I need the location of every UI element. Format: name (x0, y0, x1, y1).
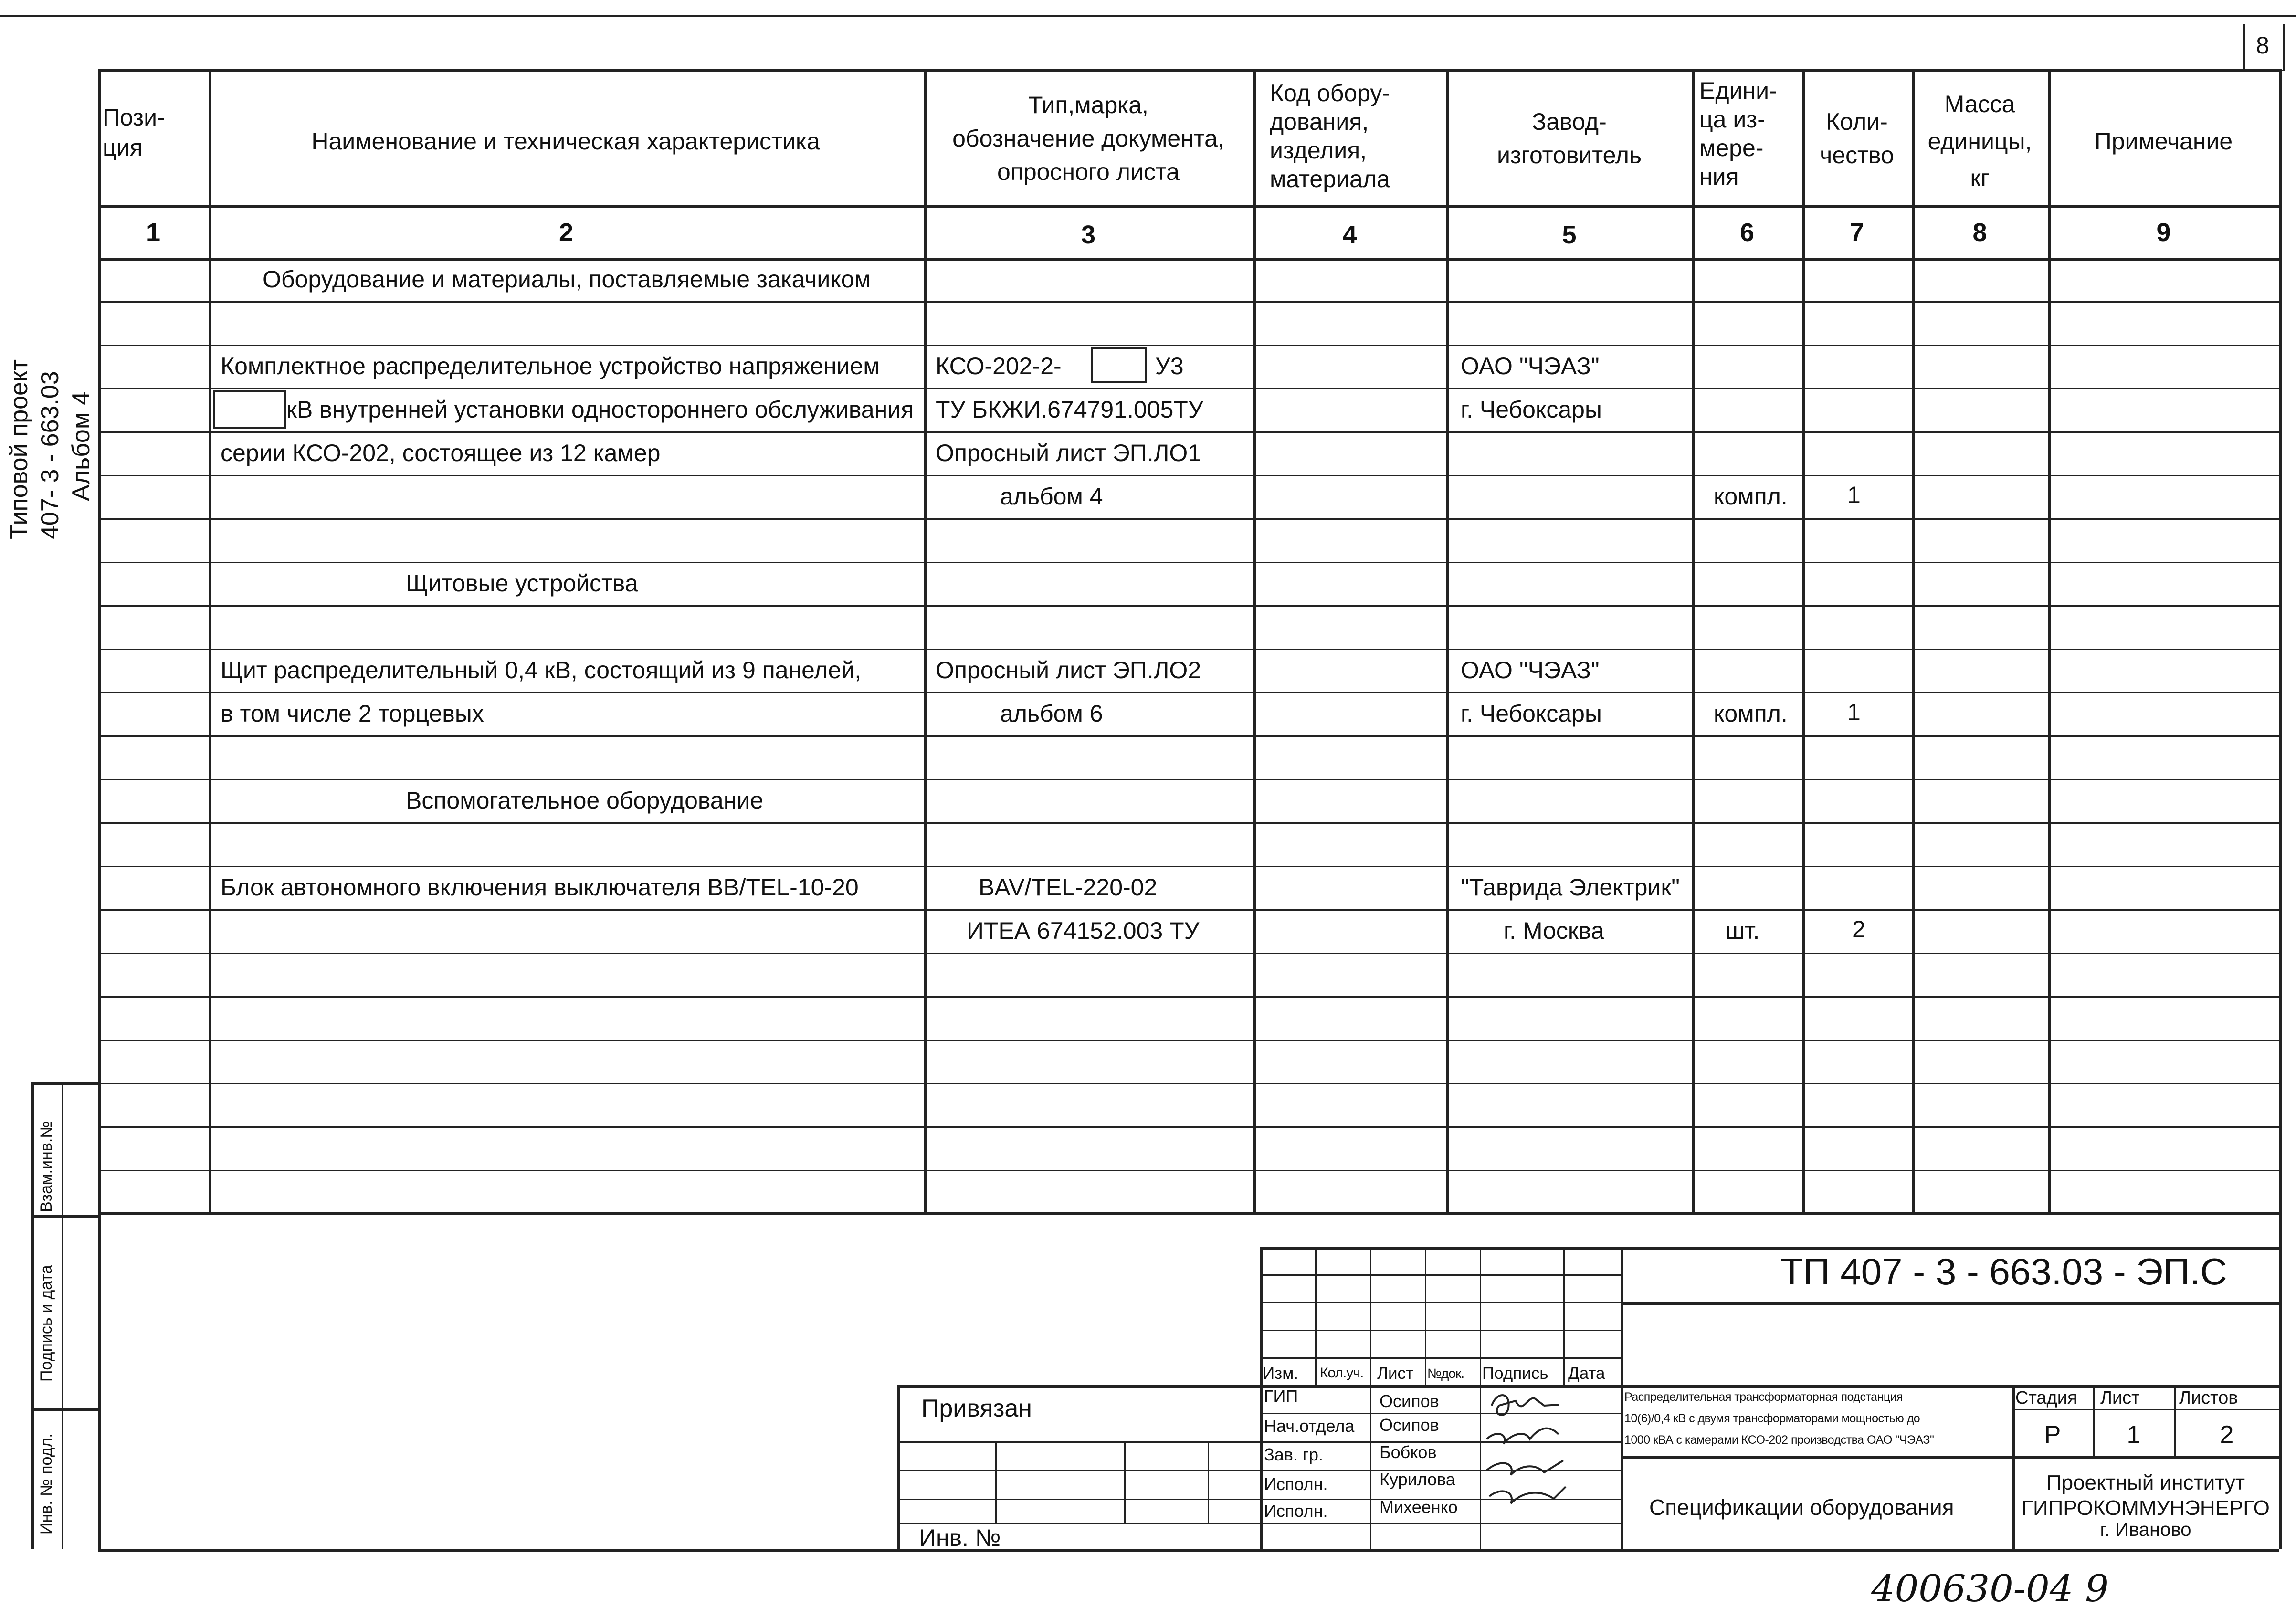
table-row-type: ТУ БКЖИ.674791.005ТУ (936, 396, 1203, 423)
row-line (98, 388, 2279, 389)
tb-col-header: Изм. (1263, 1364, 1298, 1383)
tb-privyazan-left (897, 1385, 900, 1549)
table-row-unit: компл. (1714, 700, 1788, 727)
tb-name-group: Бобков (1380, 1442, 1437, 1462)
table-row-name: кВ внутренней установки одностороннего обслуживания (286, 396, 914, 423)
tb-right-of-sign (1621, 1247, 1623, 1549)
table-row-maker: г. Чебоксары (1461, 700, 1602, 727)
tb-col (1370, 1247, 1371, 1549)
stamp-inv-podl: Инв. № подл. (37, 1433, 55, 1534)
tb-row (1260, 1274, 1621, 1276)
tb-row (1260, 1330, 1621, 1331)
tb-privyazan-row (897, 1470, 1260, 1471)
tb-privyazan-col (995, 1441, 997, 1523)
header-line (98, 205, 2279, 208)
header-maker: Завод- изготовитель (1496, 108, 1642, 168)
tb-privyazan-row (897, 1441, 1260, 1443)
row-line (98, 909, 2279, 911)
tb-privyazan-col (1124, 1441, 1126, 1523)
table-row-type: КСО-202-2- (936, 353, 1062, 379)
table-row-type: BAV/TEL-220-02 (979, 874, 1158, 901)
section-title-panels: Щитовые устройства (406, 570, 638, 597)
row-line (98, 996, 2279, 998)
row-line (98, 431, 2279, 433)
header-note: Примечание (2094, 128, 2233, 155)
table-row-type: ИТЕА 674152.003 ТУ (967, 917, 1200, 944)
row-line (98, 345, 2279, 346)
tb-col-header: Дата (1568, 1364, 1605, 1383)
table-row-type-suffix: У3 (1155, 353, 1184, 379)
header-pos: Пози- ция (103, 104, 165, 161)
table-top-line (98, 69, 2279, 72)
page-number: 8 (2256, 32, 2269, 59)
table-row-type: альбом 6 (1000, 700, 1103, 727)
table-row-maker: ОАО "ЧЭАЗ" (1461, 657, 1600, 683)
side-title-line3: Альбом 4 (67, 391, 95, 501)
tb-privyazan-top (897, 1385, 1260, 1388)
tb-col-header: Подпись (1482, 1364, 1548, 1383)
tb-description-1: Распределительная трансформаторная подстанция (1624, 1390, 1903, 1404)
tb-col (1480, 1247, 1481, 1549)
colnum-line (98, 258, 2279, 261)
tb-stage-value: Р (2044, 1421, 2061, 1449)
tb-name-exec1: Курилова (1380, 1470, 1455, 1489)
table-row-type: альбом 4 (1000, 483, 1103, 510)
tb-code-line (1621, 1302, 2279, 1305)
tb-col-header: Лист (1377, 1364, 1414, 1383)
row-line (98, 735, 2279, 737)
tb-role-exec2: Исполн. (1264, 1501, 1328, 1521)
table-row-type: Опросный лист ЭП.ЛО2 (936, 657, 1201, 683)
tb-stage-row (2012, 1409, 2279, 1410)
tb-row (1260, 1302, 1621, 1303)
tb-col (1315, 1247, 1317, 1385)
blank-voltage-box (1091, 347, 1147, 383)
tb-inv-label: Инв. № (919, 1524, 1001, 1551)
colnum-2: 2 (558, 218, 574, 247)
colnum-1: 1 (146, 218, 161, 247)
colnum-9: 9 (2156, 218, 2171, 247)
tb-col (1563, 1247, 1565, 1385)
table-row-qty: 2 (1852, 916, 1865, 943)
row-line (98, 518, 2279, 520)
tb-privyazan-col (1208, 1441, 1209, 1523)
row-line (98, 1170, 2279, 1171)
tb-org-line2: ГИПРОКОММУНЭНЕРГО (2022, 1496, 2270, 1520)
header-qty: Коли- чество (1820, 108, 1894, 168)
tb-privyazan-row (897, 1499, 1260, 1500)
tb-name-gip: Осипов (1380, 1391, 1439, 1411)
table-row-maker: г. Москва (1504, 917, 1604, 944)
tb-role-gip: ГИП (1264, 1387, 1298, 1406)
handwritten-archive-number: 400630-04 9 (1871, 1567, 2109, 1610)
tb-top-line (1260, 1247, 2279, 1250)
side-title-line1: Типовой проект (5, 359, 33, 539)
blank-kv-box (213, 390, 286, 429)
tb-row (1260, 1357, 1621, 1359)
section-title-auxiliary: Вспомогательное оборудование (406, 787, 764, 814)
stamp-signature-date: Подпись и дата (37, 1265, 55, 1382)
header-code: Код обору- дования, изделия, материала (1270, 80, 1390, 192)
tb-privyazan-label: Привязан (921, 1395, 1032, 1422)
tb-org-line1: Проектный институт (2046, 1471, 2245, 1494)
tb-privyazan-row (897, 1523, 1260, 1524)
colnum-5: 5 (1562, 221, 1577, 249)
header-name: Наименование и техническая характеристика (311, 128, 820, 155)
tb-role-head: Нач.отдела (1264, 1416, 1355, 1436)
row-line (98, 953, 2279, 954)
tb-role-group: Зав. гр. (1264, 1445, 1324, 1464)
top-border (0, 15, 2296, 17)
table-bottom-line (98, 1549, 2279, 1552)
signature-marks (1482, 1387, 1578, 1544)
table-row-unit: шт. (1726, 917, 1760, 944)
tb-col-header: Кол.уч. (1320, 1365, 1364, 1381)
table-right-line (2279, 69, 2282, 1549)
table-left-line (98, 69, 101, 1549)
colnum-3: 3 (1081, 221, 1096, 249)
colnum-8: 8 (1972, 218, 1987, 247)
tb-stage-label: Стадия (2015, 1388, 2077, 1408)
stamp-vzam-inv: Взам.инв.№ (37, 1121, 55, 1212)
colnum-6: 6 (1739, 218, 1755, 247)
table-row-name: в том числе 2 торцевых (221, 700, 484, 727)
stamp-top-line (31, 1082, 98, 1085)
stamp-left-line (31, 1082, 34, 1549)
tb-doc-title: Спецификации оборудования (1649, 1495, 1954, 1520)
row-line (98, 605, 2279, 607)
row-line (98, 692, 2279, 693)
tb-desc-bottom (1621, 1456, 2279, 1459)
table-body-bottom (98, 1212, 2279, 1215)
table-row-name: Комплектное распределительное устройство напряжением (221, 353, 880, 379)
tb-role-exec1: Исполн. (1264, 1474, 1328, 1494)
section-title-customer: Оборудование и материалы, поставляемые закачиком (263, 266, 871, 293)
table-row-qty: 1 (1847, 699, 1861, 725)
table-row-maker: "Таврида Электрик" (1461, 874, 1680, 901)
tb-description-3: 1000 кВА с камерами КСО-202 производства ОАО "ЧЭАЗ" (1624, 1433, 1934, 1447)
row-line (98, 866, 2279, 867)
row-line (98, 475, 2279, 476)
tb-left-line (1260, 1247, 1263, 1549)
tb-col (1425, 1247, 1426, 1385)
tb-name-exec2: Михеенко (1380, 1497, 1458, 1517)
colnum-7: 7 (1849, 218, 1864, 247)
tb-sheets-label: Листов (2179, 1388, 2238, 1408)
table-row-type: Опросный лист ЭП.ЛО1 (936, 440, 1201, 466)
row-line (98, 562, 2279, 563)
tb-sheets-value: 2 (2220, 1421, 2234, 1449)
table-row-unit: компл. (1714, 483, 1788, 510)
table-row-maker: ОАО "ЧЭАЗ" (1461, 353, 1600, 379)
table-row-qty: 1 (1847, 482, 1861, 508)
row-line (98, 1040, 2279, 1041)
tb-description-2: 10(6)/0,4 кВ с двумя трансформаторами мощностью до (1624, 1412, 1920, 1425)
row-line (98, 1083, 2279, 1084)
colnum-4: 4 (1342, 221, 1357, 249)
side-title-line2: 407- 3 - 663.03 (36, 371, 64, 539)
tb-sheet-value: 1 (2127, 1421, 2141, 1449)
tb-document-code: ТП 407 - 3 - 663.03 - ЭП.С (1780, 1250, 2227, 1292)
stamp-sep-2 (31, 1408, 98, 1411)
stamp-mid-line (62, 1082, 63, 1549)
tb-sheet-label: Лист (2100, 1388, 2140, 1408)
table-row-maker: г. Чебоксары (1461, 396, 1602, 423)
row-line (98, 822, 2279, 824)
table-row-name: Блок автономного включения выключателя ВВ/TEL-10-20 (221, 874, 859, 901)
table-row-name: серии КСО-202, состоящее из 12 камер (221, 440, 661, 466)
row-line (98, 1126, 2279, 1128)
row-line (98, 649, 2279, 650)
stamp-sep-1 (31, 1215, 98, 1218)
header-type: Тип,марка, обозначение документа, опросного листа (952, 92, 1224, 185)
tb-name-head: Осипов (1380, 1415, 1439, 1435)
tb-col-header: №док. (1427, 1366, 1464, 1381)
row-line (98, 779, 2279, 780)
table-row-name: Щит распределительный 0,4 кВ, состоящий из 9 панелей, (221, 657, 862, 683)
header-unit: Едини- ца из- мере- ния (1699, 77, 1777, 190)
tb-org-line3: г. Иваново (2100, 1519, 2191, 1540)
header-mass: Масса единицы, кг (1927, 91, 2032, 191)
row-line (98, 301, 2279, 303)
